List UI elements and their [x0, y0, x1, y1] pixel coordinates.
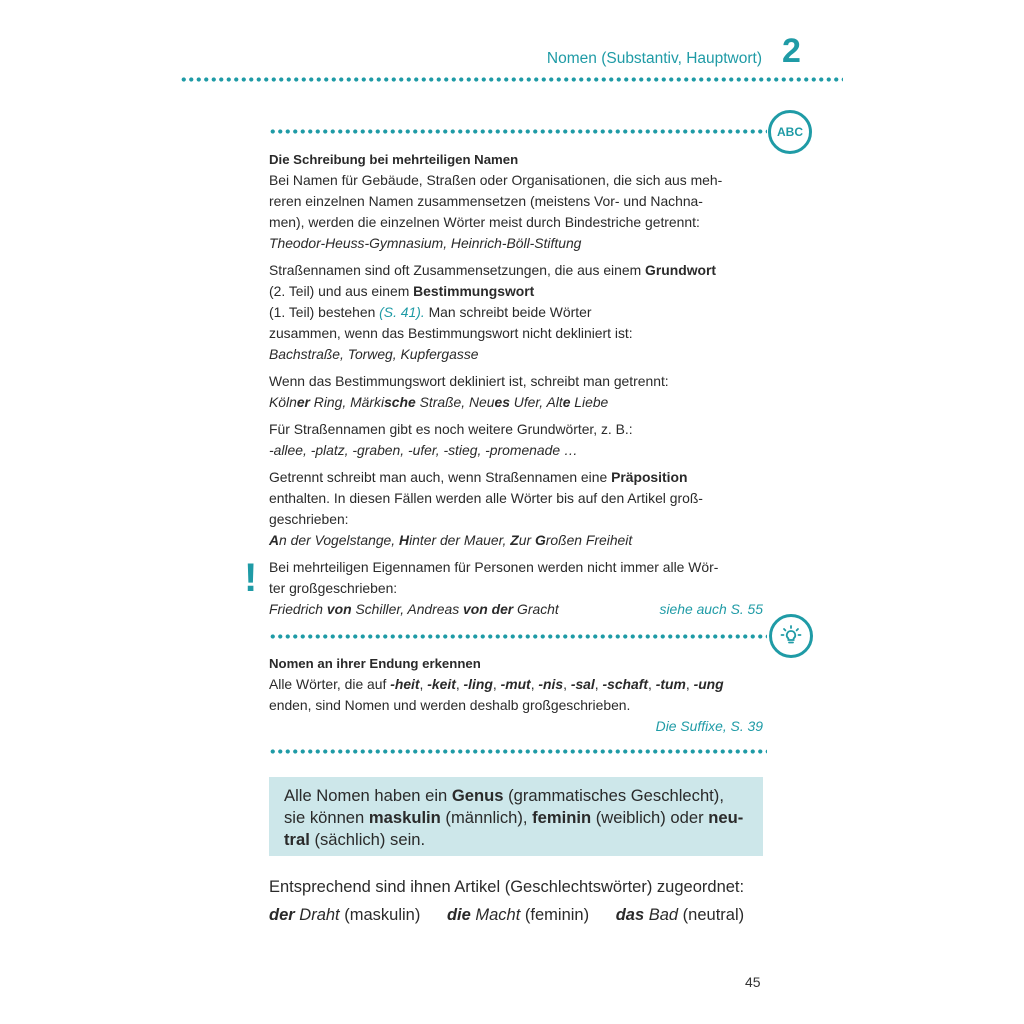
article-word: der: [269, 906, 295, 924]
gender-label: (feminin): [524, 906, 590, 924]
example-line: Theodor-Heuss-Gymnasium, Heinrich-Böll-Stiftung: [269, 235, 582, 251]
paragraph: [269, 260, 763, 365]
example-fragment: Friedrich: [269, 601, 327, 617]
running-header-title: Nomen (Substantiv, Hauptwort): [546, 50, 762, 67]
abc-icon: ABC: [768, 110, 812, 154]
see-also-reference[interactable]: siehe auch S. 55: [659, 601, 763, 617]
emphasis-fragment: es: [494, 394, 510, 410]
text-line: men), werden die einzelnen Wörter meist durch Bindestriche getrennt:: [269, 214, 700, 230]
suffix-item: -nis: [538, 676, 564, 692]
example-fragment: ur: [518, 532, 535, 548]
example-fragment: n der Vogelstange,: [279, 532, 400, 548]
example-line: -allee, -platz, -graben, -ufer, -stieg, -promenade …: [269, 442, 578, 458]
example-fragment: Ring, Märki: [309, 394, 385, 410]
section-dotted-rule: [269, 749, 767, 754]
suffix-item: -heit: [390, 676, 420, 692]
header-dotted-rule: [180, 77, 843, 82]
text-fragment: (sächlich) sein.: [309, 830, 426, 849]
text-line: enden, sind Nomen und werden deshalb großgeschrieben.: [269, 697, 631, 713]
emphasis-fragment: H: [399, 532, 410, 548]
text-line: geschrieben:: [269, 511, 349, 527]
text-fragment: (grammatisches Geschlecht),: [503, 786, 724, 805]
emphasis-fragment: e: [562, 394, 571, 410]
example-line: Bachstraße, Torweg, Kupfergasse: [269, 346, 479, 362]
text-line: Bei Namen für Gebäude, Straßen oder Organisationen, die sich aus meh-: [269, 172, 723, 188]
article-example-masculine: [269, 906, 425, 924]
chapter-number: 2: [782, 32, 801, 70]
article-word: das: [615, 906, 645, 924]
section-nomen-endung: [269, 653, 763, 737]
gender-label: (maskulin): [344, 906, 421, 924]
emphasis-fragment: sche: [384, 394, 416, 410]
text-line: Für Straßennamen gibt es noch weitere Grundwörter, z. B.:: [269, 421, 633, 437]
paragraph: [269, 467, 763, 551]
emphasis-fragment: von: [326, 601, 352, 617]
emphasis-fragment: Z: [510, 532, 519, 548]
paragraph: [269, 170, 763, 254]
text-line: zusammen, wenn das Bestimmungswort nicht dekliniert ist:: [269, 325, 633, 341]
suffixe-reference[interactable]: Die Suffixe, S. 39: [655, 718, 763, 734]
gender-label: (neutral): [682, 906, 745, 924]
text-line: enthalten. In diesen Fällen werden alle Wörter bis auf den Artikel groß-: [269, 490, 703, 506]
section-heading: Nomen an ihrer Endung erkennen: [269, 656, 481, 671]
suffix-item: -sal: [570, 676, 595, 692]
text-line: reren einzelnen Namen zusammensetzen (meistens Vor- und Nachna-: [269, 193, 703, 209]
term-bold: tral: [284, 830, 310, 849]
section-dotted-rule: [269, 129, 767, 134]
paragraph: [269, 674, 763, 716]
suffix-item: -ung: [693, 676, 724, 692]
page-reference-link[interactable]: (S. 41).: [379, 304, 425, 320]
suffix-item: -ling: [463, 676, 493, 692]
term-bold: Genus: [451, 786, 504, 805]
example-fragment: Gracht: [513, 601, 559, 617]
genus-info-box: [269, 777, 763, 856]
page-number: 45: [745, 974, 761, 990]
term-bold: neu-: [708, 808, 744, 827]
text-line: ter großgeschrieben:: [269, 580, 398, 596]
emphasis-fragment: von der: [463, 601, 514, 617]
text-fragment: (1. Teil) bestehen: [269, 304, 380, 320]
text-line: Bei mehrteiligen Eigennamen für Personen werden nicht immer alle Wör-: [269, 559, 719, 575]
suffix-list: -heit, -keit, -ling, -mut, -nis, -sal, -schaft, -tum, -ung: [390, 676, 724, 692]
example-line: [269, 532, 632, 548]
text-fragment: Straßennamen sind oft Zusammensetzungen, die aus einem: [269, 262, 646, 278]
text-fragment: sie können: [284, 808, 369, 827]
noun-word: Bad: [648, 906, 679, 924]
text-fragment: Alle Wörter, die auf: [269, 676, 391, 692]
example-fragment: Liebe: [570, 394, 609, 410]
example-fragment: Ufer, Alt: [509, 394, 563, 410]
term-bold: Grundwort: [645, 262, 717, 278]
suffix-item: -mut: [500, 676, 531, 692]
section-heading: Die Schreibung bei mehrteiligen Namen: [269, 152, 519, 167]
term-bold: Präposition: [611, 469, 688, 485]
noun-word: Draht: [299, 906, 340, 924]
text-fragment: (weiblich) oder: [591, 808, 709, 827]
example-line: [269, 599, 559, 620]
text-line: Wenn das Bestimmungswort dekliniert ist, schreibt man getrennt:: [269, 373, 669, 389]
text-fragment: Man schreibt beide Wörter: [424, 304, 592, 320]
section-dotted-rule: [269, 634, 767, 639]
suffix-item: -schaft: [602, 676, 649, 692]
example-line: [269, 394, 608, 410]
text-fragment: (2. Teil) und aus einem: [269, 283, 414, 299]
suffix-item: -tum: [655, 676, 686, 692]
article-example-feminine: [447, 906, 594, 924]
noun-word: Macht: [475, 906, 521, 924]
example-fragment: Schiller, Andreas: [351, 601, 464, 617]
term-bold: Bestimmungswort: [413, 283, 535, 299]
suffix-item: -keit: [427, 676, 456, 692]
emphasis-fragment: er: [296, 394, 310, 410]
lightbulb-icon: [769, 614, 813, 658]
article-word: die: [446, 906, 471, 924]
text-fragment: Alle Nomen haben ein: [284, 786, 452, 805]
emphasis-fragment: G: [534, 532, 546, 548]
example-fragment: Straße, Neu: [415, 394, 495, 410]
paragraph: [269, 557, 763, 599]
term-bold: maskulin: [368, 808, 441, 827]
section-mehrteilige-namen: [269, 149, 763, 620]
article-example-neuter: [616, 906, 744, 924]
example-fragment: Köln: [269, 394, 297, 410]
articles-intro: Entsprechend sind ihnen Artikel (Geschlechtswörter) zugeordnet:: [269, 878, 745, 896]
paragraph: [269, 419, 763, 461]
term-bold: feminin: [532, 808, 592, 827]
emphasis-fragment: A: [269, 532, 280, 548]
exclamation-icon: !: [244, 556, 258, 600]
example-fragment: inter der Mauer,: [409, 532, 511, 548]
paragraph: [269, 371, 763, 413]
example-fragment: roßen Freiheit: [545, 532, 633, 548]
text-fragment: Getrennt schreibt man auch, wenn Straßennamen eine: [269, 469, 612, 485]
articles-examples: [269, 904, 769, 926]
text-fragment: (männlich),: [440, 808, 533, 827]
